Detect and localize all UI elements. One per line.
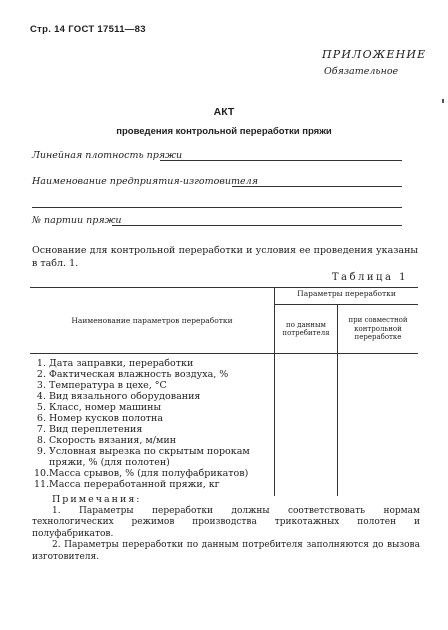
table-row: 3. Температура в цехе, °С: [36, 380, 167, 391]
param-group-header: Параметры переработки: [275, 288, 419, 305]
table-row: 5. Класс, номер машины: [36, 402, 162, 413]
param-name-header: Наименование параметров переработки: [30, 288, 275, 354]
table-row-continuation: пряжи, % (для полотен): [49, 457, 170, 468]
col-consumer-header: по данным потребителя: [275, 305, 338, 354]
table-row: 10. Масса срывов, % (для полуфабрикатов): [34, 468, 249, 479]
parameters-table: [30, 287, 418, 496]
basis-text: Основание для контрольной переработки и условия ее проведения указаны в табл. 1.: [32, 245, 418, 269]
scan-mark: [442, 99, 444, 103]
joint-values-cell[interactable]: [338, 354, 419, 497]
field-linear-density-label: Линейная плотность пряжи: [32, 150, 183, 161]
table-row: 6. Номер кусков полотна: [36, 413, 164, 424]
table-row: 2. Фактическая влажность воздуха, %: [36, 369, 229, 380]
table-row: 11. Масса переработанной пряжи, кг: [34, 479, 220, 490]
table-row: 7. Вид переплетения: [36, 424, 143, 435]
notes-block: [32, 494, 420, 563]
note-item: 1. Параметры переработки должны соответствовать нормам технологических режимов производства трикотажных полотен и полуфабрикатов.: [32, 505, 420, 539]
table-caption: Таблица 1: [331, 272, 408, 283]
document-title: АКТ: [213, 106, 235, 118]
field-manufacturer-line[interactable]: [232, 186, 402, 187]
field-manufacturer-line-2[interactable]: [32, 207, 402, 208]
document-subtitle: проведения контрольной переработки пряжи: [116, 126, 332, 137]
note-item: 2. Параметры переработки по данным потребителя заполняются до вызова изготовителя.: [32, 540, 420, 562]
appendix-status: Обязательное: [324, 66, 399, 77]
table-row: 1. Дата заправки, переработки: [36, 358, 194, 369]
table-row: 9. Условная вырезка по скрытым порокам: [36, 446, 250, 457]
param-items-cell: [30, 354, 275, 497]
table-row: 8. Скорость вязания, м/мин: [36, 435, 177, 446]
consumer-values-cell[interactable]: [275, 354, 338, 497]
field-linear-density-line[interactable]: [160, 160, 402, 161]
field-batch-line[interactable]: [112, 225, 402, 226]
notes-heading: Примечания:: [52, 494, 142, 505]
appendix-label: ПРИЛОЖЕНИЕ: [322, 48, 427, 61]
field-batch-label: № партии пряжи: [32, 215, 122, 226]
col-joint-header: при совместной контрольной переработке: [338, 305, 419, 354]
field-manufacturer-label: Наименование предприятия-изготовителя: [32, 176, 258, 187]
page-header: Стр. 14 ГОСТ 17511—83: [30, 24, 146, 35]
table-row: 4. Вид вязального оборудования: [36, 391, 201, 402]
